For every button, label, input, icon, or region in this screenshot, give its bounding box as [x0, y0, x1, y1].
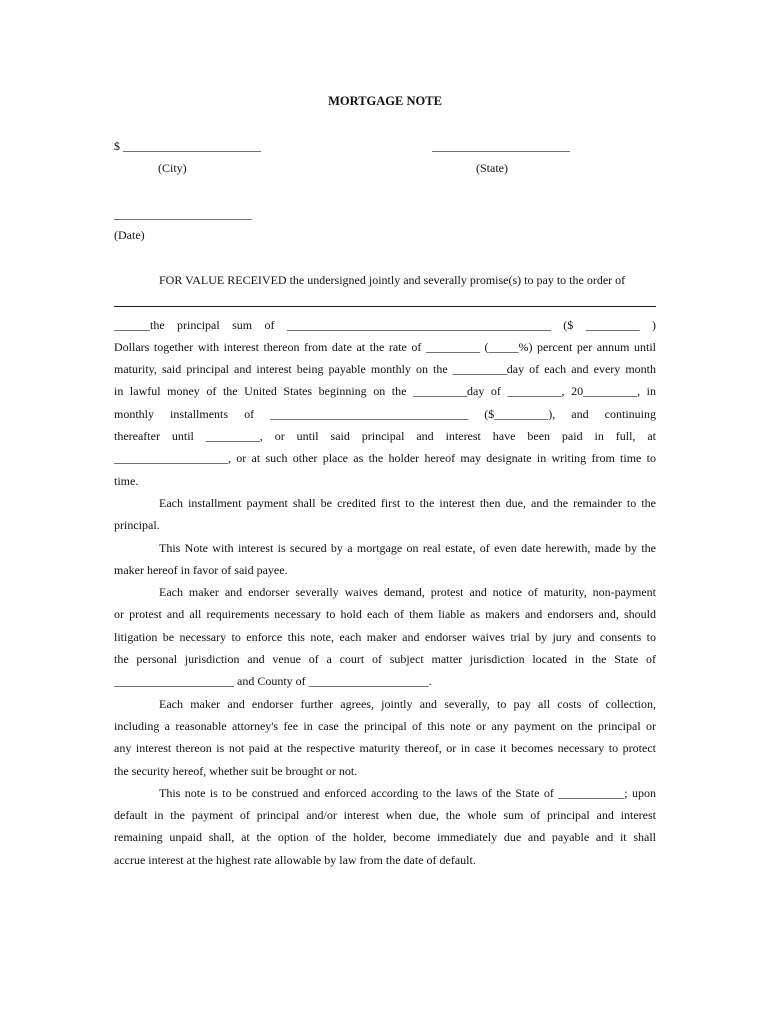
- body-line: Each maker and endorser further agrees, jointly and severally, to pay all costs of collection,: [159, 696, 656, 711]
- body-line: Each installment payment shall be credited first to the interest then due, and the remainder to the: [159, 495, 656, 510]
- body-line: Each maker and endorser severally waives demand, protest and notice of maturity, non-payment: [159, 585, 656, 600]
- body-line: ______the principal sum of ____________________________________________ ($ _________ ): [114, 317, 656, 332]
- body-line: including a reasonable attorney's fee in case the principal of this note or any payment on the principal or: [114, 718, 656, 733]
- note-body: [114, 269, 656, 871]
- body-line: This Note with interest is secured by a mortgage on real estate, of even date herewith, made by the: [159, 540, 656, 555]
- body-line: ____________________ and County of ____________________.: [114, 674, 432, 689]
- body-line: monthly installments of _________________________________ ($_________), and continuing: [114, 406, 656, 421]
- date-line[interactable]: _______________________: [114, 207, 252, 221]
- body-line: Dollars together with interest thereon from date at the rate of _________ (_____%) percent per annum until: [114, 339, 656, 354]
- body-line: remaining unpaid shall, at the option of the holder, become immediately due and payable and it shall: [114, 830, 656, 845]
- body-line: principal.: [114, 518, 160, 533]
- state-line[interactable]: _______________________: [432, 139, 570, 153]
- city-label: (City): [158, 161, 187, 175]
- body-line: thereafter until _________, or until said principal and interest have been paid in full, at: [114, 429, 656, 444]
- payee-line[interactable]: [114, 291, 656, 313]
- body-line: FOR VALUE RECEIVED the undersigned jointly and severally promise(s) to pay to the order of: [159, 273, 626, 287]
- body-line: in lawful money of the United States beginning on the _________day of _________, 20_________, in: [114, 384, 656, 399]
- body-line: ___________________, or at such other place as the holder hereof may designate in writing from time to: [114, 451, 656, 466]
- body-line: accrue interest at the highest rate allowable by law from the date of default.: [114, 852, 476, 867]
- body-line: default in the payment of principal and/or interest when due, the whole sum of principal and interest: [114, 808, 656, 823]
- body-line: the personal jurisdiction and venue of a court of subject matter jurisdiction located in the State of: [114, 652, 656, 667]
- body-line: This note is to be construed and enforced according to the laws of the State of ___________; upon: [159, 785, 656, 800]
- payee-rule: [114, 306, 656, 307]
- body-line: maker hereof in favor of said payee.: [114, 562, 288, 577]
- body-line: time.: [114, 473, 139, 488]
- state-label: (State): [476, 161, 508, 175]
- page-title: MORTGAGE NOTE: [328, 94, 442, 108]
- date-label: (Date): [114, 228, 145, 242]
- body-line: any interest thereon is not paid at the respective maturity thereof, or in case it becomes necessary to protect: [114, 741, 656, 756]
- amount-line[interactable]: $ _______________________: [114, 139, 261, 153]
- body-line: the security hereof, whether suit be brought or not.: [114, 763, 358, 778]
- body-line: or protest and all requirements necessary to hold each of them liable as makers and endorsers and, should: [114, 607, 656, 622]
- body-line: litigation be necessary to enforce this note, each maker and endorser waives trial by jury and consents to: [114, 629, 656, 644]
- body-line: maturity, said principal and interest being payable monthly on the _________day of each and every month: [114, 362, 656, 377]
